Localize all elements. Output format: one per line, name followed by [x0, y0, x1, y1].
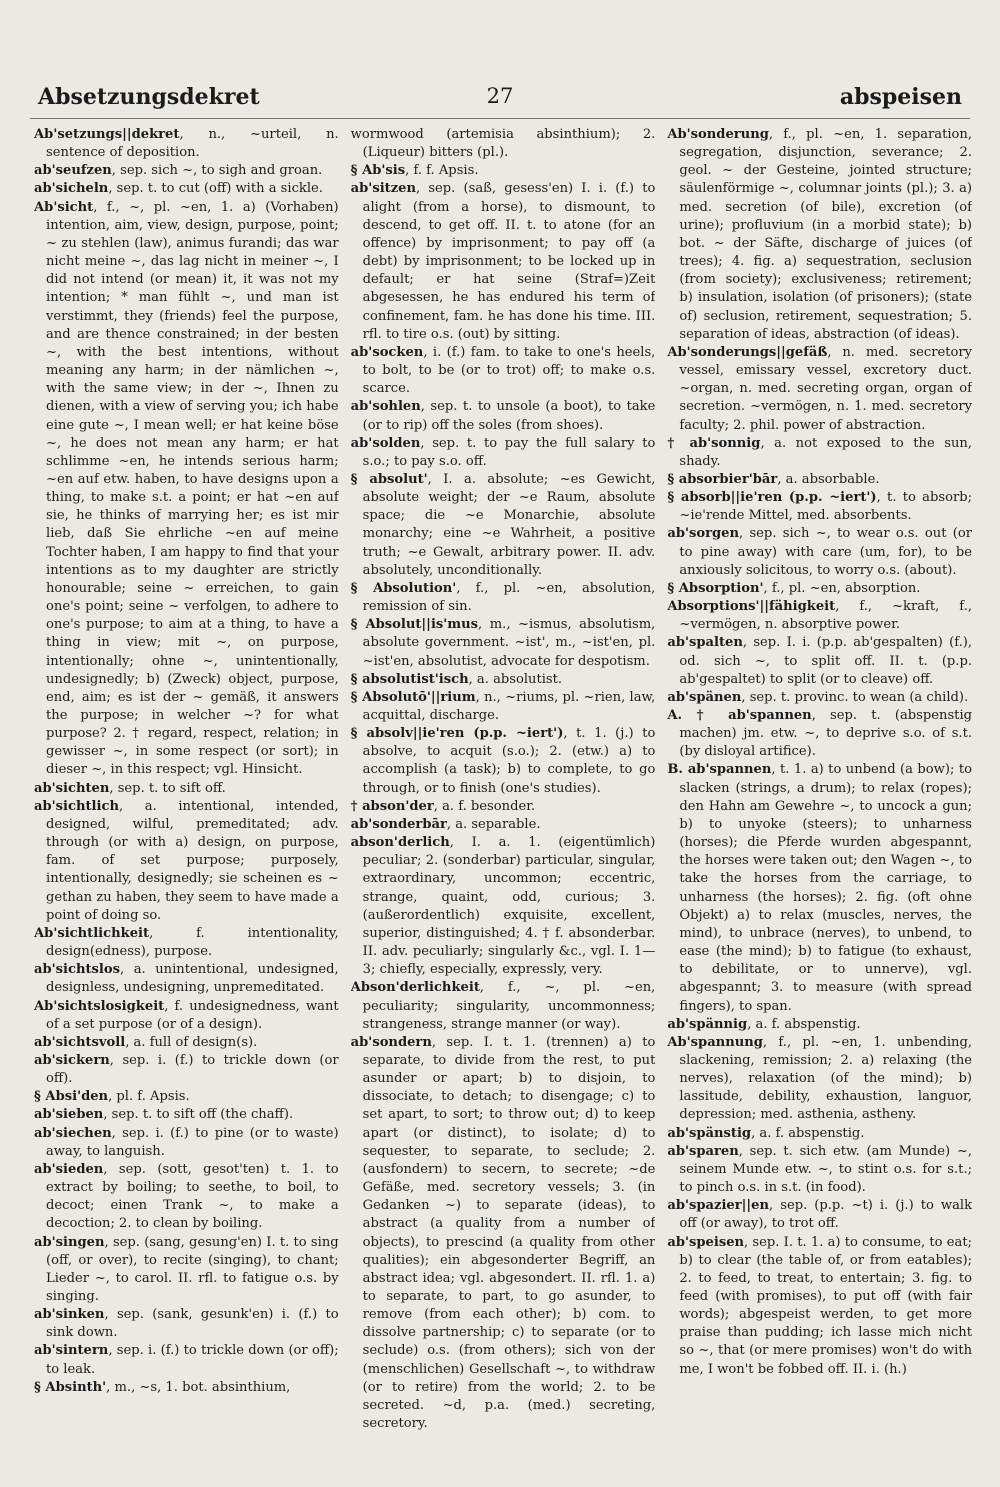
dictionary-entry: ab'spänstig, a. f. abspenstig.: [667, 1125, 865, 1141]
dictionary-entry: § absolutist'isch, a. absolutist.: [350, 671, 563, 687]
dictionary-entry: ab'sichtslos, a. unintentional, undesigned, designless, undesigning, unpremeditated.: [34, 962, 339, 996]
page-number: 27: [486, 84, 514, 108]
dictionary-entry: † abson'der, a. f. besonder.: [350, 798, 536, 814]
dictionary-entry: ab'spänen, sep. t. provinc. to wean (a child).: [667, 689, 969, 705]
dictionary-entry: abson'derlich, I. a. 1. (eigentümlich) peculiar; 2. (sonderbar) particular, singular, extraordinary, uncommon; eccentric, strange, quaint, odd, curious; 3. (außerordentlich) exquisite, excellent, superior, distinguished; 4. † f. absonderbar. II. adv. peculiarly; singularly &c., vgl. I. 1—3; chiefly, especially, expressly, very.: [350, 835, 656, 978]
dictionary-entry: ab'sohlen, sep. t. to unsole (a boot), to take (or to rip) off the soles (from shoes).: [350, 399, 656, 433]
dictionary-entry: § Absolution', f., pl. ~en, absolution, remission of sin.: [350, 580, 656, 615]
column-2: [351, 126, 656, 1456]
dictionary-entry: ab'seufzen, sep. sich ~, to sigh and groan.: [34, 163, 323, 179]
dictionary-entry: B. ab'spannen, t. 1. a) to unbend (a bow); to slacken (strings, a drum); to relax (ropes); den Hahn am Gewehre ~, to uncock a gun; b) to unyoke (steers); to unharness (horses); die Pferde wurden abgespannt, the horses were taken out; den Wagen ~, to take the horses from the carriage, to unharness (the horses); 2. fig. (oft ohne Objekt) a) to relax (muscles, nerves, the mind), to unbrace (nerves), to unbend, to ease (the mind); b) to fatigue (to exhaust, to debilitate, or to unnerve), vgl. abgespannt; 3. to measure (with spread fingers), to span.: [667, 762, 973, 1014]
dictionary-entry: wormwood (artemisia absinthium); 2. (Liqueur) bitters (pl.).: [350, 127, 656, 161]
dictionary-entry: ab'sparen, sep. t. sich etw. (am Munde) ~, seinem Munde etw. ~, to stint o.s. for s.t.; to pinch o.s. in s.t. (in food).: [667, 1143, 973, 1196]
dictionary-entry: § absolv||ie'ren (p.p. ~iert'), t. 1. (j.) to absolve, to acquit (s.o.); 2. (etw.) a) to accomplish (a task); b) to complete, to go through, or to finish (one's studies).: [350, 726, 656, 796]
dictionary-entry: ab'spazier||en, sep. (p.p. ~t) i. (j.) to walk off (or away), to trot off.: [667, 1198, 973, 1232]
dictionary-entry: § absorbier'bār, a. absorbable.: [667, 471, 880, 487]
header-rule: [30, 118, 970, 119]
dictionary-entry: ab'sichtsvoll, a. full of design(s).: [34, 1034, 258, 1050]
dictionary-entry: Ab'sicht, f., ~, pl. ~en, 1. a) (Vorhaben) intention, aim, view, design, purpose, point; ~ zu stehlen (law), animus furandi; das war nicht meine ~, das lag nicht in meiner ~, I did not intend (or mean) it, it was not my intention; * man fühlt ~, und man ist verstimmt, they (friends) feel the purpose, and are thence constrained; in der besten ~, with the best intentions, without meaning any harm; in der nämlichen ~, with the same view; in der ~, Ihnen zu dienen, with a view of serving you; ich habe eine gute ~, I mean well; er hat keine böse ~, he does not mean any harm; er hat schlimme ~en, he intends serious harm; ~en auf etw. haben, to have designs upon a thing, to make s.t. a point; er hat ~en auf sie, he thinks of marrying her; es ist mir lieb, daß Sie ehrliche ~en auf meine Tochter haben, I am happy to find that your intentions as to my daughter are strictly honourable; seine ~ erreichen, to gain one's point; seine ~ verfolgen, to adhere to one's purpose; to aim at a thing, to have a thing in view; mit ~, on purpose, intentionally; ohne ~, unintentionally, undesignedly; b) (Zweck) object, purpose, end, aim; es ist der ~ gemäß, it answers the purpose; in welcher ~? for what purpose? 2. † regard, respect, relation; in gewisser ~, in some respect (or sort); in dieser ~, in this respect; vgl. Hinsicht.: [34, 199, 339, 778]
dictionary-entry: ab'sichtlich, a. intentional, intended, designed, wilful, premeditated; adv. through (or with a) design, on purpose, fam. of set purpose; purposely, intentionally, designedly; sie scheinen es ~ gethan zu haben, they seem to have made a point of doing so.: [34, 798, 339, 923]
column-1: [34, 126, 339, 1456]
dictionary-entry: ab'sieden, sep. (sott, gesot'ten) t. 1. to extract by boiling; to seethe, to boil, to decoct; einen Trank ~, to make a decoction; 2. to clean by boiling.: [34, 1161, 339, 1232]
dictionary-entry: ab'sonderbār, a. separable.: [350, 816, 541, 832]
dictionary-entry: ab'sicheln, sep. t. to cut (off) with a sickle.: [34, 181, 323, 197]
running-header: [38, 84, 962, 120]
dictionary-entry: ab'sieben, sep. t. to sift off (the chaff).: [34, 1107, 294, 1123]
dictionary-columns: [34, 126, 972, 1456]
dictionary-entry: ab'singen, sep. (sang, gesung'en) I. t. to sing (off, or over), to recite (singing), to chant; Lieder ~, to carol. II. rfl. to fatigue o.s. by singing.: [34, 1234, 339, 1304]
dictionary-entry: ab'sintern, sep. i. (f.) to trickle down (or off); to leak.: [34, 1343, 339, 1377]
dictionary-entry: Ab'spannung, f., pl. ~en, 1. unbending, slackening, remission; 2. a) relaxing (the nerves), relaxation (of the mind); b) lassitude, debility, exhaustion, languor, depression; med. asthenia, astheny.: [667, 1034, 973, 1123]
dictionary-entry: ab'spännig, a. f. abspenstig.: [667, 1016, 861, 1032]
dictionary-entry: ab'sinken, sep. (sank, gesunk'en) i. (f.) to sink down.: [34, 1307, 339, 1341]
dictionary-entry: ab'socken, i. (f.) fam. to take to one's heels, to bolt, to be (or to trot) off; to make o.s. scarce.: [350, 344, 656, 397]
dictionary-entry: ab'sichten, sep. t. to sift off.: [34, 780, 226, 796]
dictionary-entry: ab'sorgen, sep. sich ~, to wear o.s. out (or to pine away) with care (um, for), to be anxiously solicitous, to worry o.s. (about).: [667, 526, 973, 578]
dictionary-entry: Ab'sonderungs||gefäß, n. med. secretory vessel, emissary vessel, excretory duct. ~organ, n. med. secreting organ, organ of secretion. ~vermögen, n. 1. med. secretory faculty; 2. phil. power of abstraction.: [667, 344, 973, 433]
dictionary-entry: § Absinth', m., ~s, 1. bot. absinthium,: [34, 1379, 291, 1395]
dictionary-entry: ab'siechen, sep. i. (f.) to pine (or to waste) away, to languish.: [34, 1125, 339, 1159]
dictionary-entry: ab'speisen, sep. I. t. 1. a) to consume, to eat; b) to clear (the table of, or from eatables); 2. to feed, to treat, to entertain; 3. fig. to feed (with promises), to put off (with fair words); abgespeist werden, to get more praise than pudding; ich lasse mich nicht so ~, that (or mere promises) won't do with me, I won't be fobbed off. II. i. (h.): [667, 1234, 973, 1377]
header-right-guideword: abspeisen: [839, 84, 962, 110]
dictionary-entry: § Ab'sis, f. f. Apsis.: [350, 163, 479, 179]
dictionary-entry: § absolut', I. a. absolute; ~es Gewicht, absolute weight; der ~e Raum, absolute space; die ~e Monarchie, absolute monarchy; eine ~e Wahrheit, a positive truth; ~e Gewalt, arbitrary power. II. adv. absolutely, unconditionally.: [350, 471, 656, 578]
dictionary-entry: ab'spalten, sep. I. i. (p.p. ab'gespalten) (f.), od. sich ~, to split off. II. t. (p.p. ab'gespaltet) to split (or to cleave) off.: [667, 635, 973, 687]
dictionary-entry: ab'sondern, sep. I. t. 1. (trennen) a) to separate, to divide from the rest, to put asunder or apart; b) to disjoin, to dissociate, to detach; to disengage; c) to set apart, to sort; to throw out; d) to keep apart (or distinct), to isolate; d) to sequester, to separate, to seclude; 2. (ausfondern) to secern, to secrete; ~de Gefäße, med. secretory vessels; 3. (in Gedanken ~) to separate (ideas), to abstract (a quality from a number of objects), to prescind (a quality from other qualities); ein abgesonderter Begriff, an abstract idea; vgl. abgesondert. II. rfl. 1. a) to separate, to part, to go asunder, to remove (from each other); b) com. to dissolve partnership; c) to separate (or to seclude) o.s. (from others); sich von der (menschlichen) Gesellschaft ~, to withdraw (or to retire) from the world; 2. to be secreted. ~d, p.a. (med.) secreting, secretory.: [350, 1034, 656, 1432]
dictionary-entry: § absorb||ie'ren (p.p. ~iert'), t. to absorb; ~ie'rende Mittel, med. absorbents.: [667, 490, 973, 524]
dictionary-entry: † ab'sonnig, a. not exposed to the sun, shady.: [667, 435, 973, 469]
dictionary-entry: § Absi'den, pl. f. Apsis.: [34, 1089, 190, 1105]
dictionary-entry: A. † ab'spannen, sep. t. (abspenstig machen) jm. etw. ~, to deprive s.o. of s.t. (by disloyal artifice).: [667, 708, 973, 760]
header-left-guideword: Absetzungsdekret: [38, 84, 260, 110]
dictionary-entry: ab'sickern, sep. i. (f.) to trickle down (or off).: [34, 1052, 339, 1087]
dictionary-entry: ab'sitzen, sep. (saß, gesess'en) I. i. (f.) to alight (from a horse), to dismount, to descend, to get off. II. t. to atone (for an offence) by imprisonment; to pay off (a debt) by imprisonment; to be locked up in default; er hat seine (Straf=)Zeit abgesessen, he has endured his term of confinement, fam. he has done his time. III. rfl. to tire o.s. (out) by sitting.: [350, 181, 656, 342]
dictionary-entry: Absorptions'||fähigkeit, f., ~kraft, f., ~vermögen, n. absorptive power.: [667, 599, 973, 633]
dictionary-entry: Abson'derlichkeit, f., ~, pl. ~en, peculiarity; singularity, uncommonness; strangeness, strange manner (or way).: [350, 980, 656, 1032]
column-3: [667, 126, 972, 1456]
dictionary-entry: Ab'sichtslosigkeit, f. undesignedness, want of a set purpose (or of a design).: [34, 998, 339, 1032]
dictionary-entry: § Absolut||is'mus, m., ~ismus, absolutism, absolute government. ~ist', m., ~ist'en, pl. ~ist'en, absolutist, advocate for despotism.: [350, 617, 656, 669]
dictionary-entry: ab'solden, sep. t. to pay the full salary to s.o.; to pay s.o. off.: [350, 435, 656, 469]
dictionary-entry: § Absorption', f., pl. ~en, absorption.: [667, 580, 921, 596]
dictionary-entry: Ab'sichtlichkeit, f. intentionality, design(edness), purpose.: [34, 925, 339, 960]
dictionary-entry: Ab'setzungs||dekret, n., ~urteil, n. sentence of deposition.: [34, 127, 339, 161]
dictionary-entry: § Absolutō'||rium, n., ~riums, pl. ~rien, law, acquittal, discharge.: [350, 689, 656, 723]
dictionary-entry: Ab'sonderung, f., pl. ~en, 1. separation, segregation, disjunction, severance; 2. geol. ~ der Gesteine, jointed structure; säulenförmige ~, columnar joints (pl.); 3. a) med. secretion (of bile), excretion (of urine); profluvium (in a morbid state); b) bot. ~ der Säfte, discharge of juices (of trees); 4. fig. a) sequestration, seclusion (from society); exclusiveness; retirement; b) insulation, isolation (of prisoners); (state of) seclusion, retirement, sequestration; 5. separation of ideas, abstraction (of ideas).: [667, 127, 973, 342]
